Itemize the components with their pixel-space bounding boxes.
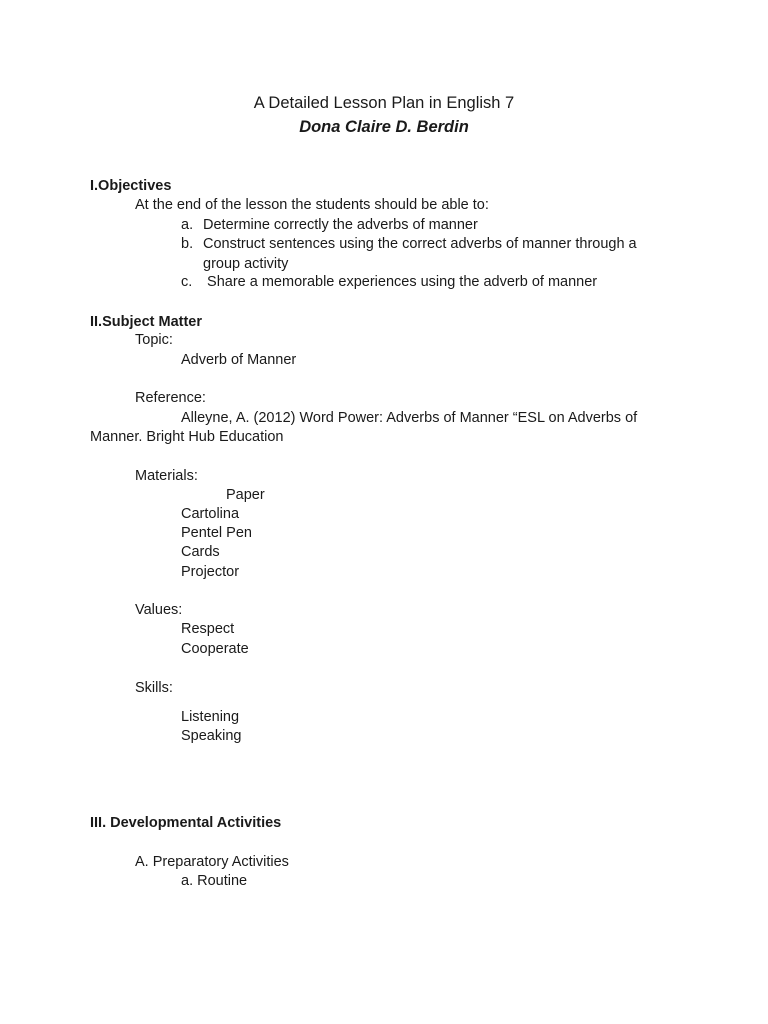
list-marker: b. (181, 236, 194, 252)
skill-item: Listening (181, 709, 240, 725)
subject-matter-heading: II.Subject Matter (90, 314, 202, 330)
objective-item-b (181, 235, 637, 253)
material-item: Cartolina (181, 506, 240, 522)
developmental-activities-heading: III. Developmental Activities (90, 815, 282, 831)
material-item: Paper (226, 487, 265, 503)
skill-item: Speaking (181, 728, 242, 744)
values-label: Values: (135, 602, 183, 618)
preparatory-activities-heading: A. Preparatory Activities (135, 854, 289, 870)
skills-label: Skills: (135, 680, 173, 696)
objective-item-c (181, 273, 597, 291)
reference-label: Reference: (135, 390, 206, 406)
objective-text: Share a memorable experiences using the adverb of manner (203, 274, 598, 290)
material-item: Cards (181, 544, 220, 560)
routine-item: a. Routine (181, 873, 248, 889)
objectives-heading: I.Objectives (90, 178, 172, 194)
topic-label: Topic: (135, 332, 173, 348)
list-marker: a. (181, 217, 194, 233)
reference-text-line1: Alleyne, A. (2012) Word Power: Adverbs of Manner “ESL on Adverbs of (181, 410, 638, 426)
material-item: Pentel Pen (181, 525, 252, 541)
list-marker: c. (181, 274, 193, 290)
materials-label: Materials: (135, 468, 198, 484)
objectives-intro: At the end of the lesson the students should be able to: (135, 197, 489, 213)
objective-text: Determine correctly the adverbs of manner (203, 217, 478, 233)
objective-text: Construct sentences using the correct adverbs of manner through a (203, 236, 637, 252)
objective-item-b-continuation: group activity (203, 256, 289, 272)
material-item: Projector (181, 564, 240, 580)
value-item: Cooperate (181, 641, 249, 657)
document-author: Dona Claire D. Berdin (299, 118, 469, 136)
objective-item-a (181, 216, 478, 234)
topic-value: Adverb of Manner (181, 352, 297, 368)
reference-text-line2: Manner. Bright Hub Education (90, 429, 284, 445)
document-title: A Detailed Lesson Plan in English 7 (253, 94, 515, 112)
value-item: Respect (181, 621, 235, 637)
